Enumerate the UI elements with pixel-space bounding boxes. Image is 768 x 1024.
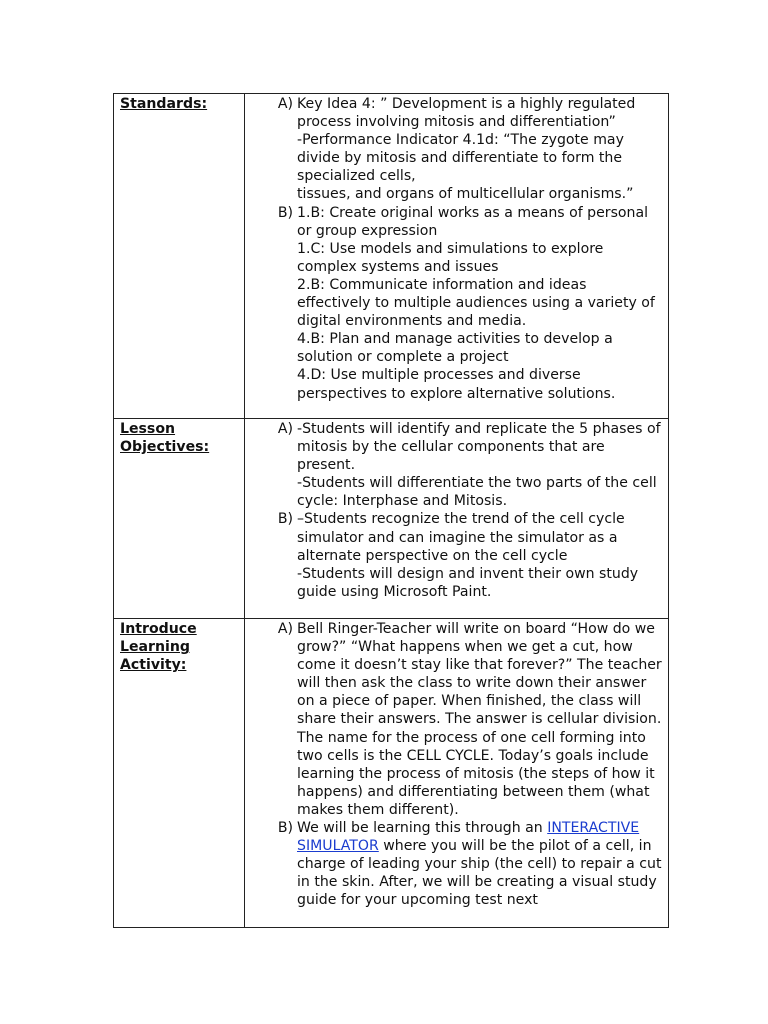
list-item-text: [297, 510, 668, 600]
list-marker: A): [277, 421, 293, 437]
text-segment: We will be learning this through an: [297, 820, 548, 837]
table-row-objectives: [114, 419, 669, 619]
text-line: -Students will differentiate the two parts of the cell cycle: Interphase and Mitosis.: [297, 475, 657, 510]
objectives-content: [245, 419, 669, 619]
list-item: [245, 420, 668, 510]
list-item: [245, 620, 668, 819]
lesson-objectives-label: Lesson Objectives:: [120, 421, 210, 456]
list-marker: B): [277, 820, 293, 837]
list-item-text: [297, 420, 668, 510]
text-segment: where you will be the pilot of a cell, in charge of leading your ship (the cell) to repair a cut in the skin. After, we will be creating a visual study guide for your upcoming test next: [297, 838, 662, 909]
standards-content: [245, 94, 669, 419]
introduce-activity-content: [245, 619, 669, 928]
list-marker: A): [277, 621, 293, 637]
row-label-cell: [114, 419, 245, 619]
row-label-cell: [114, 94, 245, 419]
list-marker: A): [277, 96, 293, 112]
row-label-cell: [114, 619, 245, 928]
text-line: Bell Ringer-Teacher will write on board “How do we grow?” “What happens when we get a cut, how come it doesn’t stay like that forever?” The teacher will then ask the class to write down their answer on a piece of paper. When finished, the class will share their answers. The answer is cellular division. The name for the process of one cell forming into two cells is the CELL CYCLE. Today’s goals include learning the process of mitosis (the steps of how it happens) and differentiating between them (what makes them different).: [297, 621, 662, 818]
table-row-introduce-learning-activity: [114, 619, 669, 928]
list-item-text: [297, 620, 668, 819]
text-line: -Students will design and invent their own study guide using Microsoft Paint.: [297, 565, 639, 600]
list-marker: B): [277, 511, 293, 528]
introduce-learning-activity-label: Introduce Learning Activity:: [120, 621, 197, 674]
text-line: 4.B: Plan and manage activities to develop a solution or complete a project: [297, 331, 613, 366]
table-row-standards: [114, 94, 669, 419]
list-marker: B): [277, 204, 293, 221]
interactive-simulator-link[interactable]: INTERACTIVE SIMULATOR: [297, 820, 640, 855]
text-line: 4.D: Use multiple processes and diverse perspectives to explore alternative solutions.: [297, 367, 616, 402]
list-item: [245, 510, 668, 600]
list-item: [245, 819, 668, 909]
text-line: 2.B: Communicate information and ideas effectively to multiple audiences using a variety of digital environments and media.: [297, 276, 655, 330]
text-line: -Performance Indicator 4.1d: “The zygote may divide by mitosis and differentiate to form the specialized cells,: [297, 132, 624, 185]
list-item: [245, 95, 668, 204]
lesson-plan-table: [113, 93, 669, 928]
text-line: 1.B: Create original works as a means of personal or group expression: [297, 204, 649, 239]
list-item-text: [297, 204, 668, 403]
text-line: tissues, and organs of multicellular organisms.”: [297, 186, 634, 203]
text-line: 1.C: Use models and simulations to explore complex systems and issues: [297, 240, 604, 275]
text-line: Key Idea 4: ” Development is a highly regulated process involving mitosis and differentiation”: [297, 96, 636, 131]
list-item-text: [297, 819, 668, 909]
text-line: -Students will identify and replicate the 5 phases of mitosis by the cellular components that are present.: [297, 421, 661, 474]
standards-label: Standards:: [120, 96, 208, 112]
text-line: –Students recognize the trend of the cell cycle simulator and can imagine the simulator as a alternate perspective on the cell cycle: [297, 511, 625, 564]
list-item-text: [297, 95, 668, 204]
list-item: [245, 204, 668, 403]
